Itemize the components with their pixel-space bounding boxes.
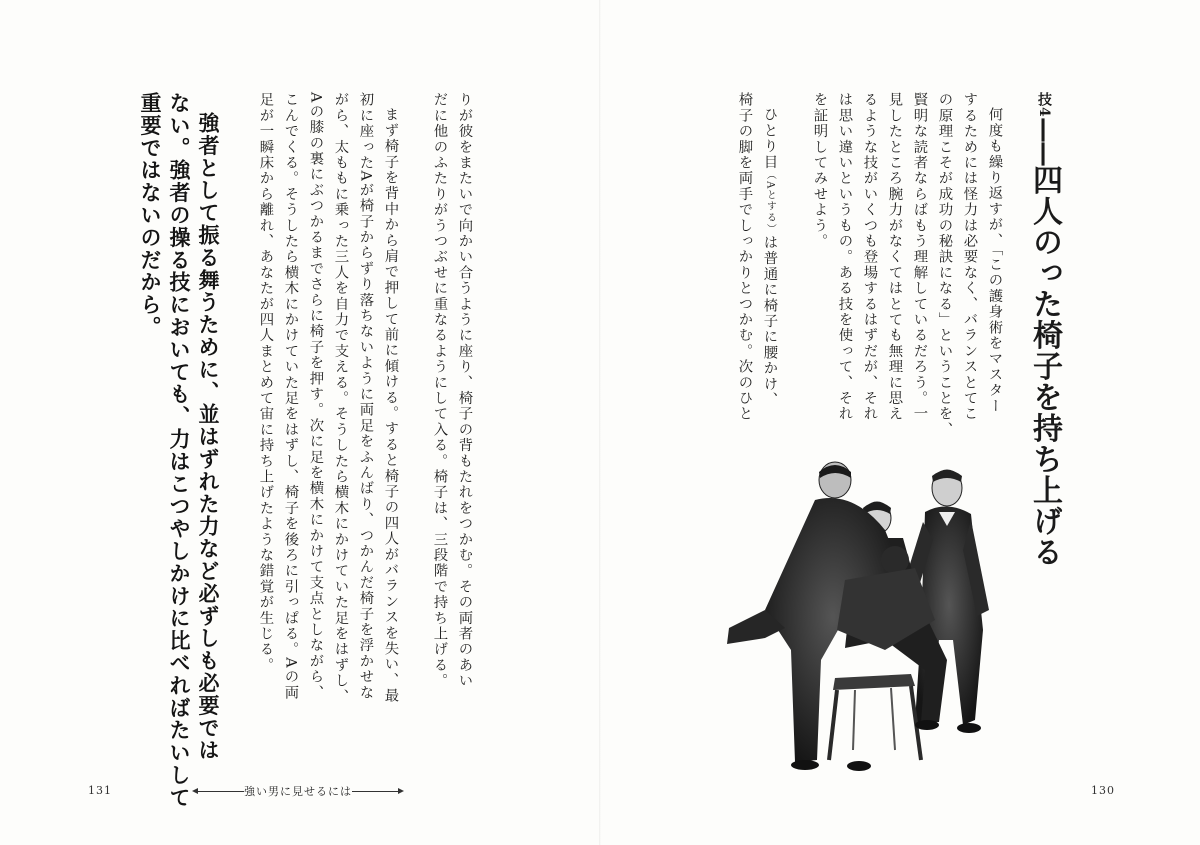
folio-left: 131 (88, 784, 112, 797)
title-number: 4 (1036, 107, 1052, 117)
right-para1-line3: の原理こそが成功の秘訣になる」ということを、 (936, 92, 953, 438)
left-para3-line3: 重要ではないのだから。 (138, 92, 163, 339)
right-para2-line2: 椅子の脚を両手でしっかりとつかむ。次のひと (736, 92, 753, 422)
right-para2-note: （Aとする） (764, 169, 776, 235)
runhead-rule-right (352, 791, 398, 792)
right-para1-line5: 見したところ腕力がなくてはとても無理に思え (886, 92, 903, 422)
left-para3-line2: ない。強者の操る技においても、力はこつやしかけに比べればたいして (167, 92, 192, 809)
right-para2-line1 (762, 107, 776, 437)
title-text: 四人のった椅子を持ち上げる (1027, 164, 1062, 568)
section-title (1022, 92, 1066, 568)
title-label: 技 (1036, 92, 1052, 107)
right-para1-line1: 何度も繰り返すが、「この護身術をマスター (986, 107, 1003, 414)
gutter-shadow (599, 0, 601, 845)
running-head (192, 783, 404, 799)
right-para1-line7: は思い違いというもの。ある技を使って、それ (836, 92, 853, 422)
right-para1-line8: を証明してみせよう。 (811, 92, 828, 249)
left-para1-line1: りが彼をまたいで向かい合うように座り、椅子の背もたれをつかむ。その両者のあい (456, 92, 473, 689)
runhead-arrow-right (398, 788, 404, 794)
left-para2-line3: がら、太ももに乗った三人を自力で支える。そうしたら横木にかけていた足をはずし、 (332, 92, 349, 705)
left-para3-line1: 強者として振る舞うために、並はずれた力など必ずしも必要では (196, 112, 221, 762)
right-para1-line2: するためには怪力は必要なく、バランスとてこ (961, 92, 978, 422)
right-para1-line6: るような技がいくつも登場するはずだが、それ (861, 92, 878, 422)
running-head-text: 強い男に見せるには (244, 785, 352, 798)
left-para1-line2: だに他のふたりがうつぶせに重なるようにして入る。椅子は、三段階で持ち上げる。 (431, 92, 448, 689)
runhead-rule-left (198, 791, 244, 792)
left-para2-line1: まず椅子を背中から肩で押して前に傾ける。すると椅子の四人がバランスを失い、最 (382, 107, 399, 704)
photo-four-men-chair (725, 460, 1007, 780)
left-para2-line6: 足が一瞬床から離れ、あなたが四人まとめて宙に持ち上げたような錯覚が生じる。 (257, 92, 274, 673)
right-para2-text-b: は普通に椅子に腰かけ、 (761, 234, 778, 408)
title-dash: —— (1029, 116, 1059, 165)
left-para2-line2: 初に座ったAが椅子からずり落ちないように両足をふんばり、つかんだ椅子を浮かせな (357, 92, 374, 701)
left-para2-line4: Aの膝の裏にぶつかるまでさらに椅子を押す。次に足を横木にかけて支点としながら、 (307, 92, 324, 701)
left-para2-line5: こんでくる。そうしたら横木にかけていた足をはずし、椅子を後ろに引っぱる。Aの両 (282, 92, 299, 701)
folio-right: 130 (1091, 784, 1115, 797)
right-para2-text-a: ひとり目 (761, 107, 778, 170)
right-para1-line4: 賢明な読者ならばもう理解しているだろう。一 (911, 92, 928, 422)
